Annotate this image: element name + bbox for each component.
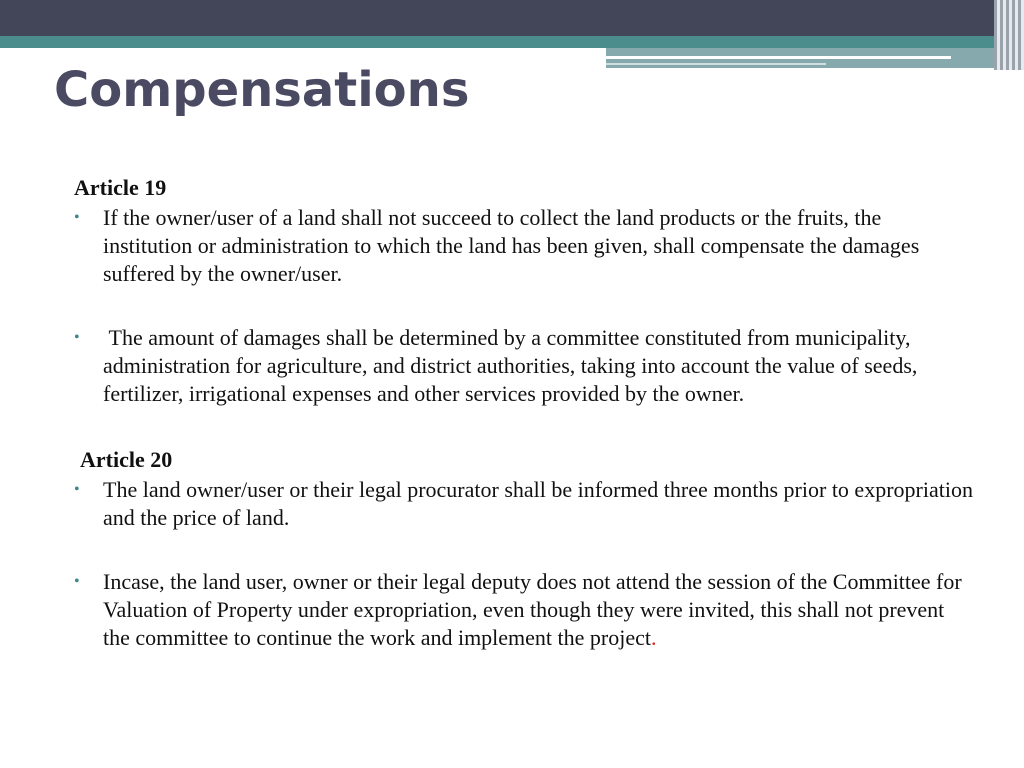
article-20-bullet-1 (74, 476, 974, 532)
header-bar-dark (0, 0, 1024, 36)
final-period: . (651, 625, 657, 650)
bullet-icon: • (74, 573, 80, 590)
header-line-2 (606, 63, 826, 65)
article-19-bullet-2 (74, 324, 974, 408)
header-stripes (994, 0, 1024, 70)
article-19-bullet-1 (74, 204, 974, 288)
article-20-heading: Article 20 (80, 447, 173, 472)
slide-content (74, 172, 974, 652)
slide-title: Compensations (54, 62, 470, 118)
article-20-bullet-2 (74, 568, 974, 652)
header-line-1 (606, 56, 951, 59)
article-19-heading: Article 19 (74, 175, 167, 200)
bullet-text: Incase, the land user, owner or their legal deputy does not attend the session of the Committee for Valuation of Property under expropriation, even though they were invited, this shall not prevent the committee to continue the work and implement the project (103, 569, 962, 650)
bullet-text: The amount of damages shall be determined by a committee constituted from municipality, administration for agriculture, and district authorities, taking into account the value of seeds, fertilizer, irrigational expenses and other services provided by the owner. (103, 325, 923, 406)
bullet-icon: • (74, 209, 80, 226)
bullet-text: If the owner/user of a land shall not succeed to collect the land products or the fruits, the institution or administration to which the land has been given, shall compensate the damages suffered by the owner/user. (103, 205, 920, 286)
bullet-icon: • (74, 329, 80, 346)
header-bar-teal (0, 36, 1024, 48)
bullet-text: The land owner/user or their legal procurator shall be informed three months prior to expropriation and the price of land. (103, 477, 973, 530)
bullet-icon: • (74, 481, 80, 498)
